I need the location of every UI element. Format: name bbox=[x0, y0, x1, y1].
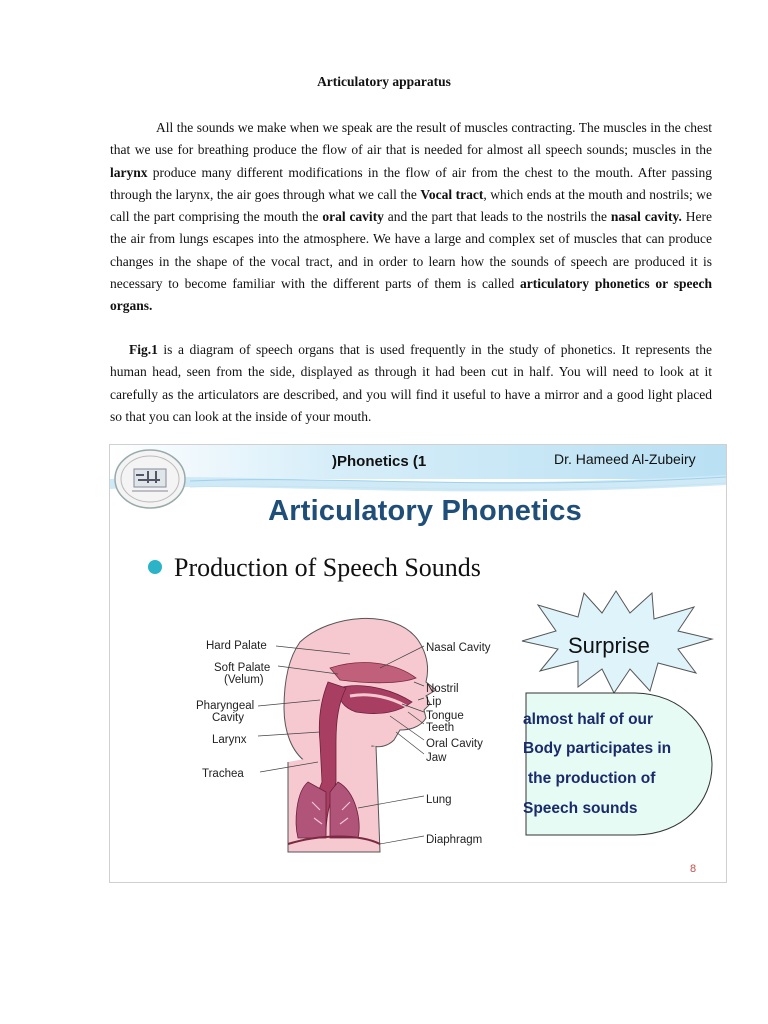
diagram-label-diaphragm: Diaphragm bbox=[426, 834, 483, 846]
bold-term: larynx bbox=[110, 164, 148, 180]
slide-page-number: 8 bbox=[690, 863, 697, 875]
speech-organs-diagram bbox=[180, 612, 512, 858]
diagram-label-trachea: Trachea bbox=[202, 768, 244, 780]
slide-bullet-text: Production of Speech Sounds bbox=[174, 553, 481, 582]
bold-term: articulatory phonetics or speech organs. bbox=[110, 276, 712, 314]
slide-header-title: )Phonetics (1 bbox=[332, 453, 427, 470]
text-run: All the sounds we make when we speak are the result of muscles contracting. The muscles in the chest that we use for breathing produce the flow of air that is needed for almost all speech sounds; muscles in the bbox=[110, 120, 712, 158]
surprise-text: Surprise bbox=[568, 633, 650, 658]
paragraph-fig1 bbox=[110, 339, 712, 428]
diagram-label-lip: Lip bbox=[426, 696, 442, 708]
text-run: , which ends at the mouth and nostrils; we call the part comprising the mouth the bbox=[110, 186, 712, 225]
callout-line-2: Body participates in bbox=[523, 740, 672, 757]
diagram-label-nostril: Nostril bbox=[426, 683, 459, 695]
bold-term: Vocal tract bbox=[420, 186, 484, 202]
diagram-label-cavity: Cavity bbox=[212, 712, 244, 724]
page-title: Articulatory apparatus bbox=[317, 74, 451, 89]
diagram-label-hard-palate: Hard Palate bbox=[206, 640, 267, 652]
text-run: produce many different modifications in the flow of air from the chest to the mouth. After passing through the larynx, the air goes through what we call the bbox=[110, 164, 712, 202]
bold-term: oral cavity bbox=[322, 209, 384, 225]
diagram-label-jaw: Jaw bbox=[426, 752, 447, 764]
diagram-label-soft-palate: Soft Palate bbox=[214, 662, 271, 674]
diagram-label-tongue: Tongue bbox=[426, 710, 464, 722]
diagram-label-lung: Lung bbox=[426, 794, 452, 806]
diagram-label-oral-cavity: Oral Cavity bbox=[426, 738, 483, 750]
diagram-label-teeth: Teeth bbox=[426, 722, 455, 734]
slide-figure bbox=[109, 444, 727, 883]
text-run: is a diagram of speech organs that is used frequently in the study of phonetics. It represents the human head, seen from the side, displayed as through it had been cut in half. You will need to look at it carefully as the articulators are described, and you will find it useful to have a mirror and a good light placed so that you can look at the inside of your mouth. bbox=[110, 342, 712, 424]
callout-line-1: almost half of our bbox=[523, 711, 654, 728]
diagram-label-velum: (Velum) bbox=[224, 674, 264, 686]
bold-term: nasal cavity. bbox=[610, 209, 682, 225]
slide-header-author: Dr. Hameed Al-Zubeiry bbox=[554, 451, 696, 467]
diagram-label-pharyngeal: Pharyngeal bbox=[196, 700, 255, 712]
paragraph-intro bbox=[110, 117, 712, 318]
bold-term: Fig.1 bbox=[129, 342, 158, 357]
diagram-label-nasal-cavity: Nasal Cavity bbox=[426, 642, 491, 654]
callout-line-4: Speech sounds bbox=[523, 800, 638, 817]
diagram-label-larynx: Larynx bbox=[212, 734, 247, 746]
text-run: Here the air from lungs escapes into the atmosphere. We have a large and complex set of muscles that can produce changes in the shape of the vocal tract, and in order to learn how the sounds of speech are produced it is necessary to become familiar with the different parts of them is called bbox=[110, 209, 713, 292]
callout-line-3: the production of bbox=[528, 770, 656, 787]
text-run: and the part that leads to the nostrils the bbox=[383, 209, 611, 225]
slide-main-title: Articulatory Phonetics bbox=[268, 495, 582, 527]
bullet-dot-icon bbox=[148, 560, 162, 574]
